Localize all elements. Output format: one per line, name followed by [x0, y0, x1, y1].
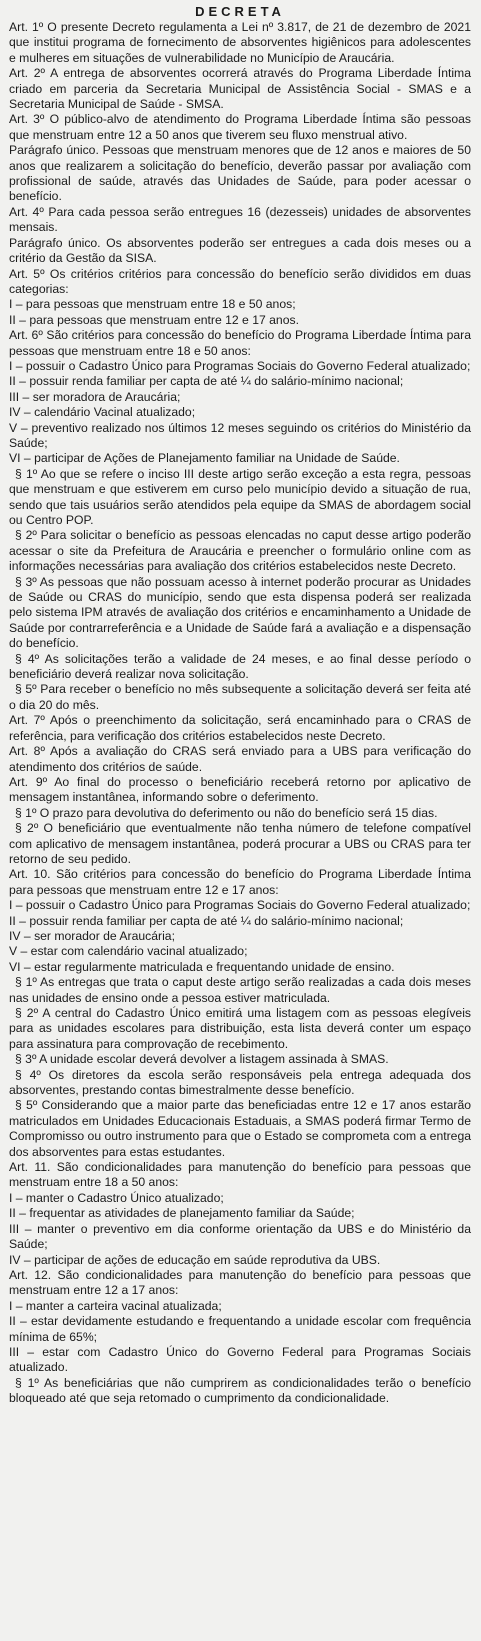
paragraph: II – possuir renda familiar per capta de até ¼ do salário-mínimo nacional; [9, 374, 404, 389]
paragraph: Art. 3º O público-alvo de atendimento do Programa Liberdade Íntima são pessoas que menstruam entre 12 a 50 anos que tiverem seu fluxo menstrual ativo. [9, 112, 471, 142]
paragraph: Art. 9º Ao final do processo o beneficiário receberá retorno por aplicativo de mensagem instantânea, informando sobre o deferimento. [9, 774, 471, 805]
paragraph: IV – participar de ações de educação em saúde reprodutiva da UBS. [9, 1252, 381, 1267]
decree-title: DECRETA [195, 4, 285, 19]
paragraph: V – estar com calendário vacinal atualizado; [9, 944, 248, 959]
paragraph: II – estar devidamente estudando e frequentando a unidade escolar com frequência mínima de 65%; [9, 1314, 471, 1344]
paragraph: VI – estar regularmente matriculada e frequentando unidade de ensino. [9, 959, 395, 974]
paragraph: I – possuir o Cadastro Único para Programas Sociais do Governo Federal atualizado; [9, 358, 471, 373]
paragraph: VI – participar de Ações de Planejamento familiar na Unidade de Saúde. [9, 451, 400, 466]
paragraph: IV – ser morador de Araucária; [9, 928, 175, 943]
paragraph: I – manter a carteira vacinal atualizada; [9, 1298, 222, 1313]
paragraph: II – frequentar as atividades de planejamento familiar da Saúde; [9, 1206, 355, 1221]
paragraph: § 1º As entregas que trata o caput deste artigo serão realizadas a cada dois meses nas unidades de ensino onde a pessoa estiver matriculada. [9, 975, 471, 1005]
paragraph: II – possuir renda familiar per capta de até ¼ do salário-mínimo nacional; [9, 913, 404, 928]
paragraph: § 5º Considerando que a maior parte das beneficiadas entre 12 e 17 anos estarão matriculados em Unidades Educacionais Estaduais, a SMAS poderá firmar Termo de Compromisso ou outro instrumento para que o Estado se comprometa com a entrega dos absorventes para estas estudantes. [9, 1098, 472, 1159]
paragraph: § 5º Para receber o benefício no mês subsequente a solicitação deverá ser feita até o dia 20 do mês. [9, 682, 471, 712]
paragraph: § 4º As solicitações terão a validade de 24 meses, e ao final desse período o beneficiário deverá realizar nova solicitação. [9, 651, 471, 682]
paragraph: III – ser moradora de Araucária; [9, 389, 181, 404]
paragraph: III – estar com Cadastro Único do Governo Federal para Programas Sociais atualizado. [9, 1344, 471, 1375]
paragraph: Art. 6º São critérios para concessão do benefício do Programa Liberdade Íntima para pessoas que menstruam entre 18 e 50 anos: [9, 328, 471, 358]
paragraph: I – manter o Cadastro Único atualizado; [9, 1190, 224, 1205]
paragraph: Art. 1º O presente Decreto regulamenta a Lei nº 3.817, de 21 de dezembro de 2021 que institui programa de fornecimento de absorventes higiênicos para adolescentes e mulheres em situações de vulnerabilidade no Município de Araucária. [9, 20, 471, 65]
paragraph: Art. 8º Após a avaliação do CRAS será enviado para a UBS para verificação do atendimento dos critérios de saúde. [9, 744, 471, 774]
paragraph: Art. 2º A entrega de absorventes ocorrerá através do Programa Liberdade Íntima criado em parceria da Secretaria Municipal de Assistência Social - SMAS e a Secretaria Municipal de Saúde - SMSA. [9, 66, 471, 112]
paragraph: Art. 5º Os critérios critérios para concessão do benefício serão divididos em duas categorias: [9, 266, 471, 296]
paragraph: § 2º O beneficiário que eventualmente não tenha número de telefone compatível com aplicativo de mensagem instantânea, poderá procurar a UBS ou CRAS para ter retorno de seu pedido. [9, 821, 471, 866]
paragraph: Parágrafo único. Pessoas que menstruam menores que de 12 anos e maiores de 50 anos que realizarem a solicitação do benefício, deverão passar por avaliação com profissional de saúde, através das Unidades de Saúde, para poder acessar o benefício. [9, 143, 471, 204]
paragraph: Art. 7º Após o preenchimento da solicitação, será encaminhado para o CRAS de referência, para verificação dos critérios estabelecidos neste Decreto. [9, 713, 471, 743]
paragraph: I – para pessoas que menstruam entre 18 e 50 anos; [9, 297, 296, 312]
paragraph: § 3º As pessoas que não possuam acesso à internet poderão procurar as Unidades de Saúde ou CRAS do município, sendo que esta dispensa poderá ser realizada pelo sistema IPM através de avaliação dos critérios e encaminhamento a Unidade de Saúde por contrarreferência e a Unidade de Saúde fará a avaliação e a dispensação do benefício. [9, 574, 471, 651]
paragraph: Art. 11. São condicionalidades para manutenção do benefício para pessoas que menstruam entre 18 a 50 anos: [9, 1160, 471, 1190]
paragraph: § 2º A central do Cadastro Único emitirá uma listagem com as pessoas elegíveis para as unidades escolares para distribuição, esta lista deverá conter um espaço para assinatura para comprovação de recebimento. [9, 1006, 471, 1051]
paragraph: § 4º Os diretores da escola serão responsáveis pela entrega adequada dos absorventes, prestando contas bimestralmente desse benefício. [9, 1067, 471, 1098]
paragraph: IV – calendário Vacinal atualizado; [9, 405, 196, 420]
paragraph: Art. 12. São condicionalidades para manutenção do benefício para pessoas que menstruam entre 12 a 17 anos: [9, 1267, 471, 1298]
paragraph: § 1º As beneficiárias que não cumprirem as condicionalidades terão o benefício bloqueado até que seja retomado o cumprimento da condicionalidade. [9, 1375, 471, 1406]
paragraph: II – para pessoas que menstruam entre 12 e 17 anos. [9, 312, 299, 327]
paragraph: Parágrafo único. Os absorventes poderão ser entregues a cada dois meses ou a critério da Gestão da SISA. [9, 235, 471, 266]
paragraph: § 1º Ao que se refere o inciso III deste artigo serão exceção a esta regra, pessoas que menstruam e que estiverem em curso pelo município devido a situação de rua, sendo que tais usuários serão atendidos pela equipe da SMAS de abordagem social ou Centro POP. [9, 466, 471, 527]
paragraph: III – manter o preventivo em dia conforme orientação da UBS e do Ministério da Saúde; [9, 1221, 471, 1252]
paragraph: Art. 4º Para cada pessoa serão entregues 16 (dezesseis) unidades de absorventes mensais. [9, 204, 471, 235]
paragraph: § 1º O prazo para devolutiva do deferimento ou não do benefício será 15 dias. [15, 805, 438, 820]
paragraph: § 3º A unidade escolar deverá devolver a listagem assinada à SMAS. [15, 1052, 389, 1067]
paragraph: V – preventivo realizado nos últimos 12 meses seguindo os critérios do Ministério da Saúde; [9, 420, 471, 450]
paragraph: I – possuir o Cadastro Único para Programas Sociais do Governo Federal atualizado; [9, 898, 471, 913]
paragraph: Art. 10. São critérios para concessão do benefício do Programa Liberdade Íntima para pessoas que menstruam entre 12 e 17 anos: [9, 867, 471, 897]
paragraph: § 2º Para solicitar o benefício as pessoas elencadas no caput desse artigo poderão acessar o site da Prefeitura de Araucária e preencher o formulário online com as informações necessárias para avaliação dos critérios estabelecidos neste Decreto. [9, 528, 471, 574]
decree-body [9, 20, 471, 1407]
